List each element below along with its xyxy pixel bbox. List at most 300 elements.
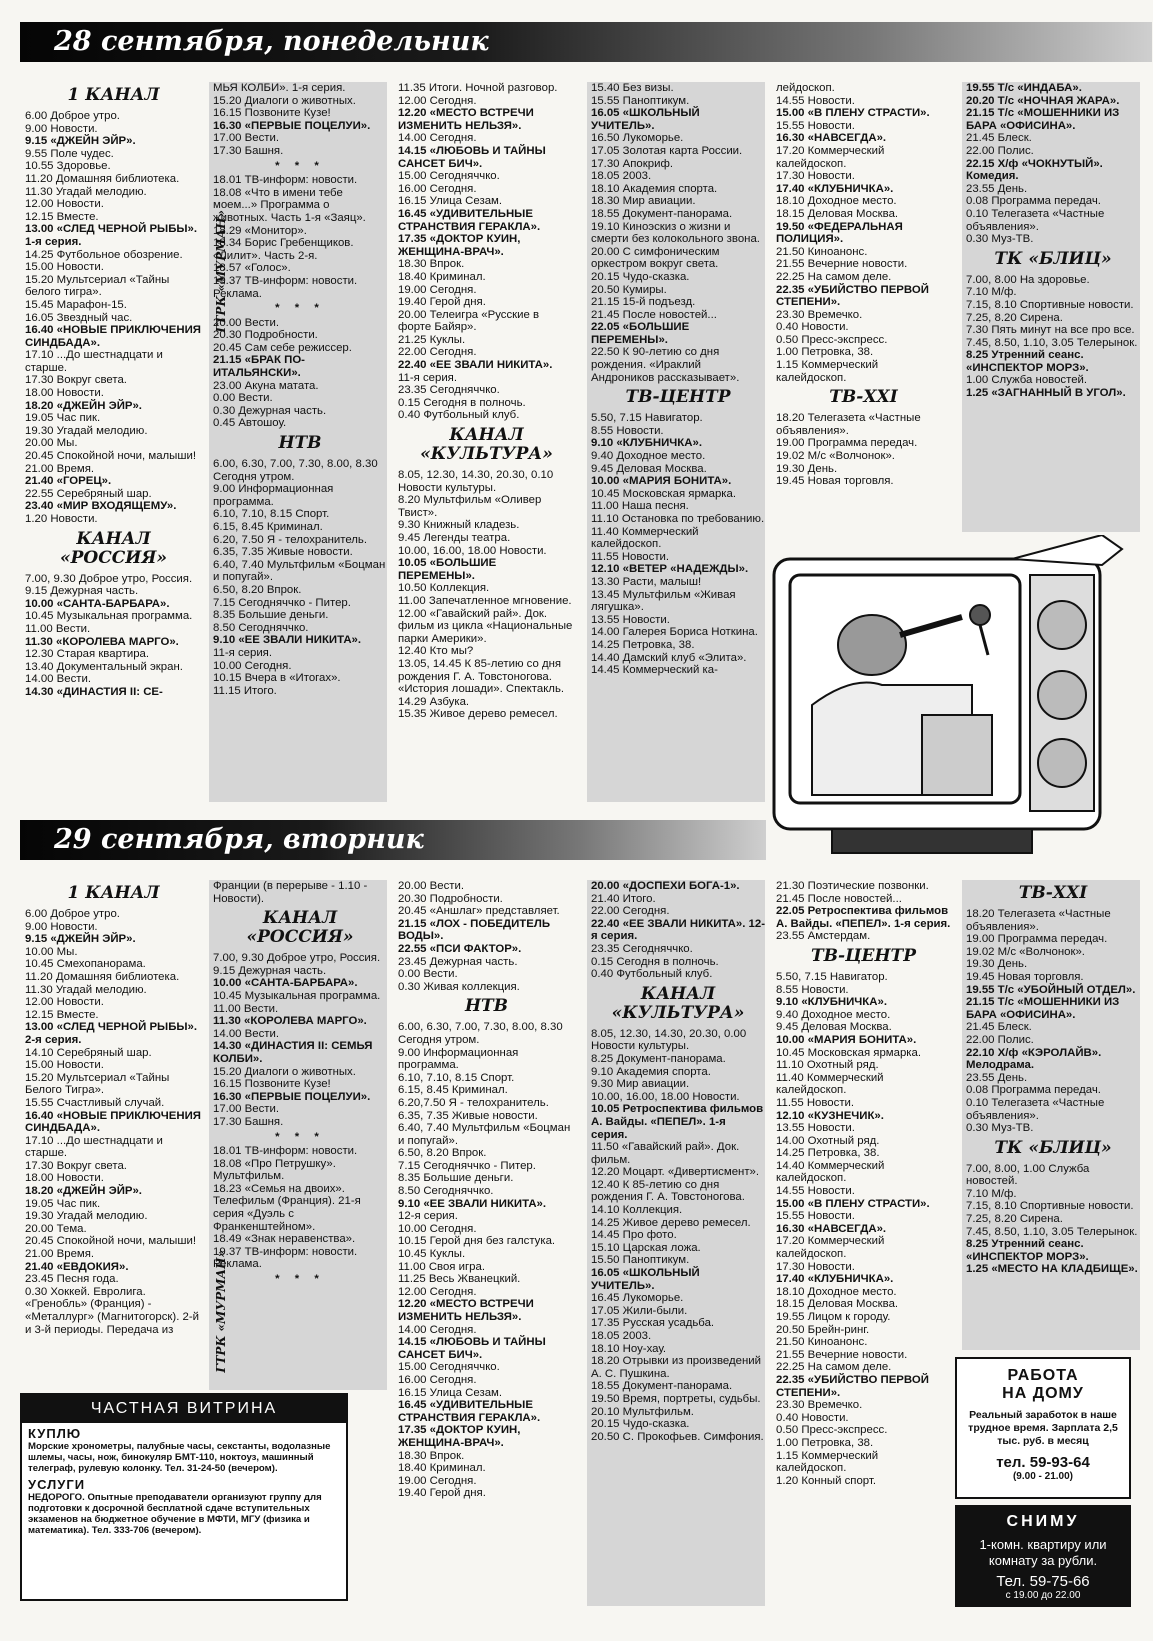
program-entry: 9.15 «ДЖЕЙН ЭЙР». — [25, 135, 136, 148]
program-entry: 10.00 «МАРИЯ БОНИТА». — [776, 1033, 917, 1046]
program-entry: 14.10 Коллекция. — [591, 1204, 683, 1217]
program-entry: 0.40 Футбольный клуб. — [398, 409, 520, 422]
program-entry: 1.15 Коммерческий калейдоскоп. — [776, 359, 879, 384]
program-entry: 7.45, 8.50, 1.10, 3.05 Телерынок. — [966, 1225, 1138, 1238]
program-entry: 7.15, 8.10 Спортивные новости. — [966, 298, 1134, 311]
program-entry: 20.45 Сам себе режиссер. — [213, 341, 352, 354]
program-entry: 16.30 «ПЕРВЫЕ ПОЦЕЛУИ». — [213, 1090, 371, 1103]
program-entry: 0.50 Пресс-экспресс. — [776, 333, 888, 346]
program-entry: 8.25 Утренний сеанс. «ИНСПЕКТОР МОРЗ». — [966, 1238, 1089, 1263]
program-entry: 14.00 Сегодня. — [398, 1323, 477, 1336]
program-entry: 0.10 Телегазета «Частные объявления». — [966, 207, 1105, 233]
program-entry: 0.30 Муз-ТВ. — [966, 1122, 1034, 1135]
program-entry: 17.20 Коммерческий калейдоскоп. — [776, 144, 885, 170]
program-entry: 14.45 Про фото. — [591, 1229, 677, 1242]
program-entry: 16.50 Лукоморье. — [591, 132, 684, 145]
program-entry: 17.30 Апокриф. — [591, 157, 673, 170]
program-entry: 7.00, 8.00, 1.00 Служба новостей. — [966, 1162, 1090, 1188]
schedule-column — [776, 880, 951, 1606]
program-entry: 18.30 Впрок. — [398, 258, 465, 271]
program-entry: 15.20 Мультсериал «Тайны белого тигра». — [25, 273, 170, 299]
program-entry: 12.20 «МЕСТО ВСТРЕЧИ ИЗМЕНИТЬ НЕЛЬЗЯ». — [398, 107, 534, 132]
program-entry: 11.20 Домашняя библиотека. — [25, 172, 180, 185]
program-entry: 17.20 Коммерческий калейдоскоп. — [776, 1235, 885, 1261]
program-entry: 15.55 Паноптикум. — [591, 94, 690, 107]
program-entry: 1.25 «ЗАГНАННЫЙ В УГОЛ». — [966, 387, 1126, 400]
program-entry: 18.08 «Что в имени тебе моем...» Программа о животных. Часть 1-я «Заяц». — [213, 186, 366, 224]
program-entry: 18.01 ТВ-информ: новости. — [213, 1145, 358, 1158]
program-entry: 9.55 Поле чудес. — [25, 147, 114, 160]
program-entry: 11.00 Вести. — [213, 1002, 279, 1015]
program-entry: 14.00 Вести. — [25, 673, 92, 686]
work-ad-phone: тел. 59-93-64 — [996, 1454, 1090, 1471]
program-entry: 6.00, 6.30, 7.00, 7.30, 8.00, 8.30 Сегодня утром. — [398, 1021, 563, 1046]
program-entry: 9.45 Легенды театра. — [398, 532, 511, 544]
program-entry: 19.02 М/с «Волчонок». — [966, 945, 1085, 958]
program-entry: 20.45 Спокойной ночи, малыши! — [25, 1235, 197, 1248]
program-entry: 22.05 Ретроспектива фильмов А. Вайды. «ПЕПЕЛ». 1-я серия. — [776, 905, 951, 930]
private-ads-box — [20, 1393, 348, 1601]
program-entry: 6.15, 8.45 Криминал. — [398, 1084, 508, 1097]
program-entry: 17.05 Золотая карта России. — [591, 144, 743, 157]
program-entry: 14.25 Футбольное обозрение. — [25, 248, 183, 261]
program-entry: 22.40 «ЕЕ ЗВАЛИ НИКИТА». 12-я серия. — [591, 917, 765, 943]
program-entry: 0.50 Пресс-экспресс. — [776, 1424, 888, 1437]
program-entry: 1.00 Петровка, 38. — [776, 346, 874, 359]
program-entry: 19.50 Время, портреты, судьбы. — [591, 1392, 761, 1405]
services-text: НЕДОРОГО. Опытные преподаватели организуют группу для подготовки к досрочной бесплатной сдаче вступительных экзаменов на бюджетное обучение в МФТИ, МГУ (физика и математика). Тел. 333-706 (вечером). — [28, 1492, 322, 1536]
program-entry: 18.00 Новости. — [25, 387, 104, 400]
program-entry: 16.30 «НАВСЕГДА». — [776, 1222, 887, 1235]
program-entry: 8.25 Утренний сеанс. «ИНСПЕКТОР МОРЗ». — [966, 349, 1089, 374]
program-entry: 20.00 Мы. — [25, 437, 78, 450]
program-entry: 0.10 Телегазета «Частные объявления». — [966, 1096, 1105, 1122]
program-entry: 11.10 Охотный ряд. — [776, 1059, 879, 1072]
channel-heading: ТК «БЛИЦ» — [994, 248, 1112, 269]
schedule-column — [962, 880, 1140, 1350]
program-entry: 22.00 Сегодня. — [591, 905, 670, 918]
buy-heading: КУПЛЮ — [28, 1426, 82, 1441]
program-entry: 17.30 Башня. — [213, 1115, 284, 1128]
side-label: ГТРК «МУРМАН» — [214, 1250, 228, 1373]
program-entry: 0.15 Сегодня в полночь. — [398, 396, 526, 409]
program-entry: 20.00 «ДОСПЕХИ БОГА-1». — [591, 880, 740, 892]
program-entry: 8.20 Мультфильм «Оливер Твист». — [398, 494, 542, 519]
program-entry: 13.30 Расти, малыш! — [591, 575, 702, 588]
program-entry: 21.40 «ЕВДОКИЯ». — [25, 1260, 129, 1273]
rent-ad-hours: с 19.00 до 22.00 — [1005, 1590, 1081, 1601]
program-entry: 18.05 2003. — [591, 1330, 652, 1342]
program-entry: 18.10 Доходное место. — [776, 195, 897, 208]
program-entry: 6.20, 7.50 Я - телохранитель. — [213, 533, 368, 546]
program-entry: 17.30 Новости. — [776, 170, 855, 183]
program-entry: 18.20 «ДЖЕЙН ЭЙР». — [25, 399, 142, 412]
program-entry: 17.35 «ДОКТОР КУИН, ЖЕНЩИНА-ВРАЧ». — [398, 233, 521, 258]
program-entry: 23.55 Амстердам. — [776, 930, 871, 943]
program-entry: 14.00 Сегодня. — [398, 132, 477, 145]
program-entry: 5.50, 7.15 Навигатор. — [591, 412, 703, 425]
program-entry: 8.55 Новости. — [591, 424, 664, 437]
program-entry: 6.15, 8.45 Криминал. — [213, 521, 323, 533]
program-entry: 10.45 Музыкальная программа. — [25, 610, 193, 623]
program-entry: 10.45 Музыкальная программа. — [213, 989, 381, 1002]
program-entry: 12.40 Кто мы? — [398, 645, 474, 658]
program-entry: 23.00 Акуна матата. — [213, 379, 319, 392]
program-entry: 11-я серия. — [213, 646, 273, 659]
rent-ad-title: СНИМУ — [1006, 1513, 1080, 1530]
program-entry: 19.37 ТВ-информ: новости. Реклама. — [213, 1245, 358, 1271]
program-entry: 12.15 Вместе. — [25, 210, 99, 223]
program-entry: 16.40 «НОВЫЕ ПРИКЛЮЧЕНИЯ СИНДБАДА». — [25, 1109, 201, 1135]
program-entry: 1.25 «МЕСТО НА КЛАДБИЩЕ». — [966, 1263, 1138, 1276]
program-entry: 20.30 Подробности. — [398, 892, 503, 905]
program-entry: 17.10 ...До шестнадцати и старше. — [25, 1134, 163, 1160]
program-entry: 19.00 Сегодня. — [398, 1474, 477, 1487]
program-entry: 19.37 ТВ-информ: новости. Реклама. — [213, 274, 358, 300]
program-entry: 19.30 День. — [966, 958, 1028, 971]
program-entry: 10.55 Здоровье. — [25, 160, 111, 173]
program-entry: 14.25 Петровка, 38. — [591, 638, 695, 651]
program-entry: 20.50 С. Прокофьев. Симфония. — [591, 1430, 764, 1443]
program-entry: 13.55 Новости. — [776, 1122, 855, 1135]
program-entry: 12.20 Моцарт. «Дивертисмент». — [591, 1166, 760, 1179]
program-entry: 14.25 Петровка, 38. — [776, 1147, 880, 1160]
program-entry: 19.40 Герой дня. — [398, 1487, 486, 1500]
channel-heading: КАНАЛ «РОССИЯ» — [246, 908, 354, 948]
program-entry: 8.35 Большие деньги. — [213, 609, 329, 622]
program-entry: 15.40 Без визы. — [591, 82, 674, 94]
program-entry: 17.00 Вести. — [213, 132, 280, 145]
work-ad-hours: (9.00 - 21.00) — [1012, 1471, 1074, 1482]
program-entry: 11.00 Своя игра. — [398, 1260, 485, 1273]
program-entry: 10.45 Московская ярмарка. — [776, 1046, 922, 1059]
program-entry: 14.15 «ЛЮБОВЬ И ТАЙНЫ САНСЕТ БИЧ». — [398, 1336, 546, 1361]
program-entry: 1.00 Служба новостей. — [966, 374, 1088, 387]
program-entry: 23.45 Дежурная часть. — [398, 955, 518, 968]
program-entry: 5.50, 7.15 Навигатор. — [776, 970, 888, 983]
program-entry: 10.05 Ретроспектива фильмов А. Вайды. «ПЕПЕЛ». 1-я серия. — [591, 1103, 764, 1141]
program-entry: 11.55 Новости. — [591, 550, 670, 563]
program-entry: 19.45 Новая торговля. — [966, 970, 1084, 983]
channel-heading: НТВ — [278, 433, 322, 454]
program-entry: 18.05 2003. — [591, 170, 652, 183]
program-entry: 23.30 Времечко. — [776, 308, 863, 321]
program-entry: 21.15 Т/с «МОШЕННИКИ ИЗ БАРА «ОФИСИНА». — [966, 996, 1120, 1021]
program-entry: 18.23 «Семья на двоих». Телефильм (Франция). 21-я серия «Дуэль с Франкенштейном». — [213, 1182, 361, 1233]
schedule-column — [209, 880, 387, 1390]
program-entry: 22.50 К 90-летию со дня рождения. «Ираклий Андроников рассказывает». — [591, 346, 740, 384]
program-entry: 9.45 Деловая Москва. — [591, 462, 707, 475]
program-entry: 22.00 Полис. — [966, 144, 1034, 157]
schedule-column — [25, 880, 202, 1390]
program-entry: 16.45 «УДИВИТЕЛЬНЫЕ СТРАНСТВИЯ ГЕРАКЛА». — [398, 1399, 541, 1424]
schedule-column — [587, 82, 765, 802]
separator: * * * — [275, 1130, 325, 1143]
schedule-column — [25, 82, 202, 802]
program-entry: 18.15 Деловая Москва. — [776, 1298, 899, 1311]
program-entry: 20.00 Вести. — [398, 880, 465, 892]
program-entry: 10.45 Куклы. — [398, 1248, 466, 1261]
program-entry: 8.05, 12.30, 14.30, 20.30, 0.00 Новости культуры. — [591, 1027, 747, 1053]
day-title: 28 сентября, понедельник — [54, 26, 489, 57]
program-entry: 22.25 На самом деле. — [776, 1361, 892, 1374]
program-entry: 12.10 «ВЕТЕР «НАДЕЖДЫ». — [591, 563, 749, 576]
program-entry: 21.45 Блеск. — [966, 1021, 1032, 1034]
program-entry: 18.55 Документ-панорама. — [591, 1380, 733, 1393]
program-entry: 0.30 Хоккей. Евролига. «Гренобль» (Франция) - «Металлург» (Магнитогорск). 2-й и 3-й периоды. Передача из — [25, 1285, 200, 1336]
rent-ad — [955, 1505, 1131, 1607]
program-entry: 16.40 «НОВЫЕ ПРИКЛЮЧЕНИЯ СИНДБАДА». — [25, 324, 201, 349]
day-banner-tuesday — [20, 820, 766, 860]
program-entry: 9.00 Информационная программа. — [398, 1046, 519, 1072]
program-entry: 19.05 Час пик. — [25, 412, 101, 425]
program-entry: 9.15 Дежурная часть. — [25, 585, 139, 598]
program-entry: 16.00 Сегодня. — [398, 1373, 477, 1386]
program-entry: 12.20 «МЕСТО ВСТРЕЧИ ИЗМЕНИТЬ НЕЛЬЗЯ». — [398, 1298, 534, 1323]
program-entry: 12.30 Старая квартира. — [25, 648, 150, 661]
program-entry: 15.35 Живое дерево ремесел. — [398, 708, 558, 721]
program-entry: 14.55 Новости. — [776, 94, 855, 107]
program-entry: 10.00 «МАРИЯ БОНИТА». — [591, 475, 732, 488]
program-entry: 22.35 «УБИЙСТВО ПЕРВОЙ СТЕПЕНИ». — [776, 1373, 929, 1399]
program-entry: 11.40 Коммерческий калейдоскоп. — [776, 1071, 884, 1097]
program-entry: 22.15 Х/ф «ЧОКНУТЫЙ». Комедия. — [966, 157, 1103, 183]
program-entry: 14.10 Серебряный шар. — [25, 1046, 152, 1059]
program-entry: 1.15 Коммерческий калейдоскоп. — [776, 1449, 879, 1475]
channel-heading: КАНАЛ «КУЛЬТУРА» — [420, 425, 553, 465]
program-entry: 6.50, 8.20 Впрок. — [213, 583, 302, 596]
program-entry: 9.30 Книжный кладезь. — [398, 519, 520, 532]
program-entry: 18.34 Борис Гребенщиков. «Лилит». Часть 2-я. — [213, 237, 354, 262]
program-entry: 9.10 «ЕЕ ЗВАЛИ НИКИТА». — [398, 1197, 547, 1210]
program-entry: 19.30 Угадай мелодию. — [25, 424, 148, 437]
program-entry: 20.30 Подробности. — [213, 329, 318, 342]
program-entry: 9.00 Информационная программа. — [213, 483, 334, 508]
program-entry: 7.15, 8.10 Спортивные новости. — [966, 1200, 1134, 1213]
work-ad-title: РАБОТА — [1007, 1367, 1079, 1384]
channel-heading: ТК «БЛИЦ» — [994, 1137, 1112, 1158]
program-entry: 12.15 Вместе. — [25, 1008, 99, 1021]
program-entry: 18.10 Ноу-хау. — [591, 1342, 667, 1355]
channel-heading: ТВ-ЦЕНТР — [625, 387, 731, 408]
program-entry: 7.15 Сегодняччко - Питер. — [398, 1159, 536, 1172]
work-ad-title: НА ДОМУ — [1002, 1385, 1084, 1402]
program-entry: 14.15 «ЛЮБОВЬ И ТАЙНЫ САНСЕТ БИЧ». — [398, 144, 546, 170]
program-entry: 17.05 Жили-были. — [591, 1304, 688, 1317]
program-entry: 21.15 «ЛОХ - ПОБЕДИТЕЛЬ ВОДЫ». — [398, 917, 551, 943]
program-entry: 11.30 Угадай мелодию. — [25, 983, 147, 996]
program-entry: 19.00 Программа передач. — [776, 437, 918, 450]
program-entry: 18.40 Криминал. — [398, 270, 486, 283]
program-entry: 6.40, 7.40 Мультфильм «Боцман и попугай». — [213, 558, 386, 584]
program-entry: 16.30 «ПЕРВЫЕ ПОЦЕЛУИ». — [213, 119, 371, 132]
program-entry: 18.29 «Монитор». — [213, 224, 307, 237]
program-entry: 18.08 «Про Петрушку». Мультфильм. — [213, 1157, 336, 1183]
program-entry: 21.40 «ГОРЕЦ». — [25, 475, 112, 488]
side-label: ГТРК «МУРМАН» — [214, 210, 228, 333]
program-entry: 15.10 Царская ложа. — [591, 1241, 701, 1254]
program-entry: 22.05 «БОЛЬШИЕ ПЕРЕМЕНЫ». — [591, 321, 690, 346]
program-entry: 20.10 Мультфильм. — [591, 1405, 694, 1418]
program-entry: 8.25 Документ-панорама. — [591, 1052, 726, 1065]
program-entry: 11.55 Новости. — [776, 1096, 855, 1109]
day-title: 29 сентября, вторник — [54, 824, 424, 855]
program-entry: 18.55 Документ-панорама. — [591, 207, 733, 220]
program-entry: 0.30 Муз-ТВ. — [966, 233, 1034, 246]
program-entry: 18.00 Новости. — [25, 1172, 104, 1185]
program-entry: 16.00 Сегодня. — [398, 182, 477, 195]
program-entry: 9.15 «ДЖЕЙН ЭЙР». — [25, 933, 136, 946]
program-entry: 15.45 Марафон-15. — [25, 298, 127, 311]
program-entry: 11-я серия. — [398, 371, 458, 384]
program-entry: 18.20 Телегазета «Частные объявления». — [776, 412, 921, 437]
program-entry: 18.49 «Знак неравенства». — [213, 1233, 356, 1246]
program-entry: 14.00 Вести. — [213, 1027, 280, 1040]
program-entry: 0.00 Вести. — [398, 968, 458, 981]
program-entry: 9.10 «КЛУБНИЧКА». — [776, 996, 887, 1009]
program-entry: 0.40 Футбольный клуб. — [591, 968, 713, 981]
buy-text: Морские хронометры, палубные часы, секстанты, водолазные шлемы, часы, нож, бинокуляр БМТ-110, ноктоуз, машинный телеграф, рулевую колонку. Тел. 31-24-50 (вечером). — [28, 1441, 331, 1474]
program-entry: 6.00 Доброе утро. — [25, 908, 120, 920]
program-entry: 21.15 «БРАК ПО-ИТАЛЬЯНСКИ». — [213, 354, 305, 380]
channel-heading: КАНАЛ «КУЛЬТУРА» — [611, 983, 745, 1023]
program-entry: 7.00, 9.30 Доброе утро, Россия. — [213, 952, 381, 965]
program-entry: 16.15 Улица Сезам. — [398, 195, 503, 208]
program-entry: 22.25 На самом деле. — [776, 270, 892, 283]
program-entry: 7.45, 8.50, 1.10, 3.05 Телерынок. — [966, 336, 1138, 349]
program-entry: 14.40 Дамский клуб «Элита». — [591, 651, 747, 664]
program-entry: 20.45 Спокойной ночи, малыши! — [25, 450, 197, 463]
program-entry: 18.40 Криминал. — [398, 1462, 486, 1475]
program-entry: 11.50 «Гавайский рай». Док. фильм. — [591, 1141, 740, 1166]
program-entry: 12.00 «Гавайский рай». Док. фильм из цикла «Национальные парки Америки». — [398, 607, 573, 645]
program-entry: 21.45 Блеск. — [966, 132, 1032, 145]
program-entry: 12.00 Сегодня. — [398, 1285, 477, 1298]
program-entry: 22.55 «ПСИ ФАКТОР». — [398, 942, 522, 955]
work-ad-text: Реальный заработок в наше трудное время. Зарплата 2,5 тыс. руб. в месяц — [968, 1409, 1118, 1447]
schedule-column — [776, 82, 951, 532]
program-entry: 9.00 Новости. — [25, 920, 98, 933]
program-entry: 11.00 Наша песня. — [591, 500, 689, 513]
program-entry: 9.10 «ЕЕ ЗВАЛИ НИКИТА». — [213, 634, 362, 647]
program-entry: 7.00, 8.00 На здоровье. — [966, 273, 1090, 286]
program-entry: 15.00 «В ПЛЕНУ СТРАСТИ». — [776, 1197, 930, 1210]
program-entry: 23.55 День. — [966, 182, 1028, 195]
program-entry: 23.55 День. — [966, 1071, 1028, 1084]
program-entry: 7.10 М/ф. — [966, 286, 1017, 299]
program-entry: 12.00 Сегодня. — [398, 94, 477, 107]
program-entry: 21.30 Поэтические позвонки. — [776, 880, 929, 892]
program-entry: 13.00 «СЛЕД ЧЕРНОЙ РЫБЫ». 2-я серия. — [25, 1021, 198, 1046]
program-entry: 23.40 «МИР ВХОДЯЩЕМУ». — [25, 500, 177, 513]
program-entry: 9.30 Мир авиации. — [591, 1078, 690, 1091]
program-entry: 11.00 Вести. — [25, 622, 91, 635]
program-entry: 9.10 «КЛУБНИЧКА». — [591, 437, 702, 450]
program-entry: 7.10 М/ф. — [966, 1187, 1017, 1200]
program-entry: 19.40 Герой дня. — [398, 296, 486, 309]
program-entry: 9.00 Новости. — [25, 122, 98, 135]
program-entry: 13.00 «СЛЕД ЧЕРНОЙ РЫБЫ». 1-я серия. — [25, 223, 198, 248]
program-entry: 12.00 Новости. — [25, 198, 104, 211]
program-entry: 12.00 Новости. — [25, 996, 104, 1009]
program-entry: 10.00 Сегодня. — [213, 659, 292, 672]
program-entry: 22.35 «УБИЙСТВО ПЕРВОЙ СТЕПЕНИ». — [776, 283, 929, 309]
program-entry: 7.30 Пять минут на все про все. — [966, 324, 1135, 337]
program-entry: 1.00 Петровка, 38. — [776, 1436, 874, 1449]
work-ad — [955, 1357, 1131, 1499]
program-entry: 11.15 Итого. — [213, 684, 277, 697]
program-entry: 13.40 Документальный экран. — [25, 660, 183, 673]
separator: * * * — [275, 302, 325, 315]
program-entry: 18.15 Деловая Москва. — [776, 207, 899, 220]
program-entry: 14.00 Галерея Бориса Ноткина. — [591, 626, 758, 639]
program-entry: 0.40 Новости. — [776, 321, 849, 334]
channel-heading: 1 КАНАЛ — [67, 85, 160, 105]
program-entry: 7.25, 8.20 Сирена. — [966, 1213, 1063, 1226]
program-entry: 8.50 Сегодняччко. — [213, 621, 309, 634]
program-entry: 19.45 Новая торговля. — [776, 475, 894, 488]
program-entry: 18.10 Доходное место. — [776, 1285, 897, 1298]
program-entry: 15.00 Новости. — [25, 1059, 104, 1072]
program-entry: 19.05 Час пик. — [25, 1197, 101, 1210]
program-entry: 12-я серия. — [398, 1210, 458, 1223]
program-entry: 23.35 Сегодняччко. — [591, 942, 693, 955]
program-entry: 0.30 Живая коллекция. — [398, 980, 520, 993]
program-entry: 1.20 Конный спорт. — [776, 1474, 877, 1487]
program-entry: 17.35 «ДОКТОР КУИН, ЖЕНЩИНА-ВРАЧ». — [398, 1424, 521, 1449]
program-entry: 9.15 Дежурная часть. — [213, 964, 327, 977]
channel-heading: 1 КАНАЛ — [67, 883, 160, 903]
program-entry: 18.10 Академия спорта. — [591, 182, 718, 195]
program-entry: 10.15 Вчера в «Итогах». — [213, 672, 341, 685]
program-entry: 15.00 Новости. — [25, 261, 104, 274]
program-entry: 16.45 Лукоморье. — [591, 1292, 684, 1305]
program-entry: 7.15 Сегодняччко - Питер. — [213, 596, 351, 609]
program-entry: 10.00 «САНТА-БАРБАРА». — [25, 597, 170, 610]
program-entry: 15.00 Сегодняччко. — [398, 170, 500, 183]
program-entry: 12.40 К 85-летию со дня рождения Г. А. Товстоногова. — [591, 1178, 745, 1204]
program-entry: 17.10 ...До шестнадцати и старше. — [25, 349, 163, 374]
program-entry: МЬЯ КОЛБИ». 1-я серия. — [213, 82, 346, 94]
program-entry: 19.55 Т/с «УБОЙНЫЙ ОТДЕЛ». — [966, 983, 1136, 996]
program-entry: 15.55 Счастливый случай. — [25, 1096, 165, 1109]
program-entry: 0.08 Программа передач. — [966, 1084, 1101, 1097]
program-entry: 21.45 После новостей... — [776, 892, 902, 905]
program-entry: 16.05 «ШКОЛЬНЫЙ УЧИТЕЛЬ». — [591, 107, 700, 132]
program-entry: 16.45 «УДИВИТЕЛЬНЫЕ СТРАНСТВИЯ ГЕРАКЛА». — [398, 207, 541, 233]
program-entry: 21.50 Киноанонс. — [776, 1336, 868, 1349]
program-entry: 6.35, 7.35 Живые новости. — [213, 546, 353, 559]
program-entry: 21.40 Итого. — [591, 892, 656, 905]
program-entry: 21.50 Киноанонс. — [776, 245, 868, 258]
program-entry: 11.30 Угадай мелодию. — [25, 185, 147, 198]
program-entry: 16.15 Улица Сезам. — [398, 1386, 503, 1399]
program-entry: 10.00 Сегодня. — [398, 1222, 477, 1235]
channel-heading: ТВ-ЦЕНТР — [811, 945, 916, 966]
program-entry: 23.45 Песня года. — [25, 1273, 119, 1286]
program-entry: 0.45 Автошоу. — [213, 417, 287, 430]
program-entry: 8.50 Сегодняччко. — [398, 1185, 494, 1198]
program-entry: 20.00 Вести. — [213, 316, 280, 329]
program-entry: 13.05, 14.45 К 85-летию со дня рождения Г. А. Товстоногова. «История лошади». Спектакль. — [398, 657, 565, 696]
program-entry: 17.30 Вокруг света. — [25, 1159, 127, 1172]
program-entry: 17.40 «КЛУБНИЧКА». — [776, 182, 894, 195]
program-entry: 11.10 Остановка по требованию. — [591, 513, 765, 525]
program-entry: 14.45 Коммерческий ка- — [591, 664, 718, 677]
program-entry: 18.01 ТВ-информ: новости. — [213, 174, 358, 187]
program-entry: 10.15 Герой дня без галстука. — [398, 1235, 556, 1248]
program-entry: 10.00, 16.00, 18.00 Новости. — [591, 1090, 740, 1103]
